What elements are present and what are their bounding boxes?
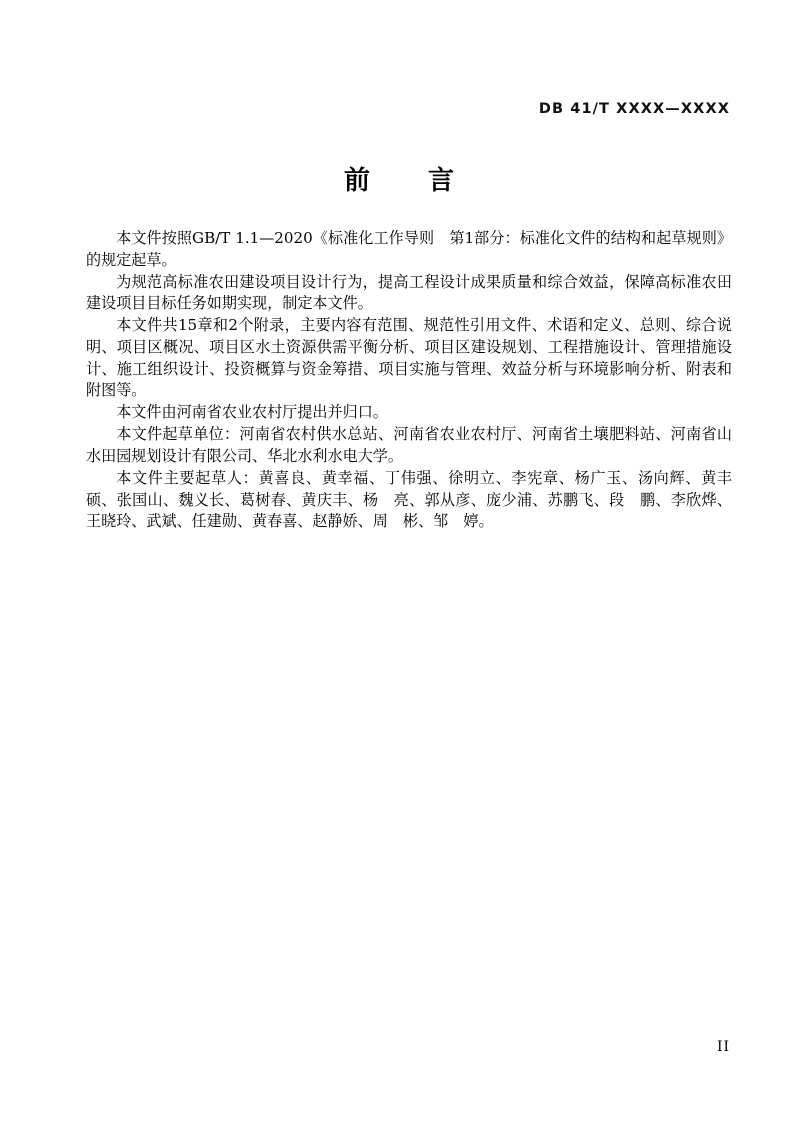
paragraph: 本文件起草单位：河南省农村供水总站、河南省农业农村厅、河南省土壤肥料站、河南省山水田园规划设计有限公司、华北水利水电大学。 [86, 425, 732, 465]
page-number: II [716, 1039, 730, 1055]
paragraph: 本文件共15章和2个附录，主要内容有范围、规范性引用文件、术语和定义、总则、综合说明、项目区概况、项目区水土资源供需平衡分析、项目区建设规划、工程措施设计、管理措施设计、施工组织设计、投资概算与资金筹措、项目实施与管理、效益分析与环境影响分析、附表和附图等。 [86, 316, 732, 400]
page-footer [86, 1036, 730, 1055]
paragraph: 本文件按照GB/T 1.1—2020《标准化工作导则 第1部分：标准化文件的结构和起草规则》的规定起草。 [86, 229, 732, 269]
page-title: 前 言 [343, 166, 456, 196]
paragraph: 本文件由河南省农业农村厅提出并归口。 [116, 403, 388, 422]
standard-number: DB 41/T XXXX—XXXX [538, 101, 730, 117]
page-header [86, 98, 730, 120]
paragraph: 本文件主要起草人：黄喜良、黄幸福、丁伟强、徐明立、李宪章、杨广玉、汤向辉、黄丰硕、张国山、魏义长、葛树春、黄庆丰、杨 亮、郭从彦、庞少浦、苏鹏飞、段 鹏、李欣烨、王晓玲、武斌、任建勋、黄春喜、赵静娇、周 彬、邹 婷。 [86, 469, 732, 531]
foreword-body [86, 228, 732, 533]
paragraph: 为规范高标准农田建设项目设计行为，提高工程设计成果质量和综合效益，保障高标准农田建设项目目标任务如期实现，制定本文件。 [86, 272, 732, 313]
